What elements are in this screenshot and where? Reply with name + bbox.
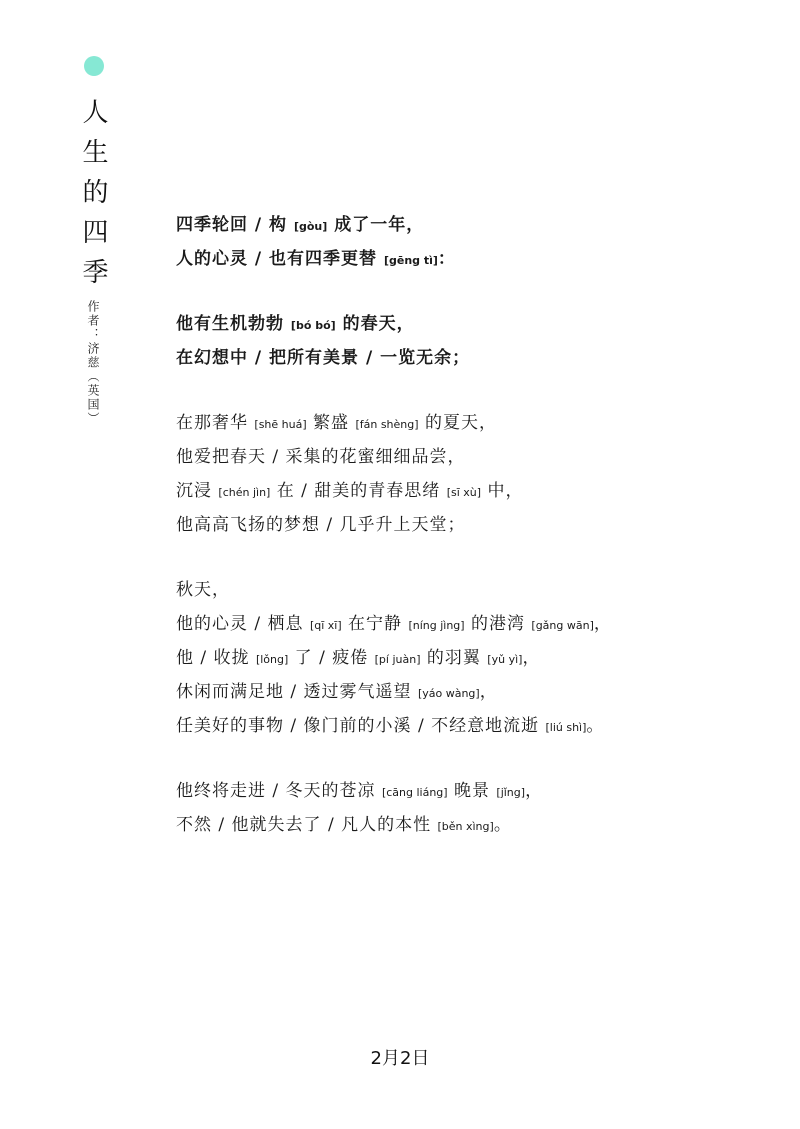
poem-text: 繁盛 [306,413,356,433]
poem-stanza [176,774,776,842]
poem-text: 他 / 收拢 [176,648,256,668]
poem-stanza [176,208,776,276]
pinyin-annotation: [pí juàn] [374,653,421,666]
pinyin-annotation: [yǔ yì] [487,653,523,666]
poem-text: 沉浸 [176,481,219,501]
pinyin-annotation: [jǐng] [496,786,526,799]
poem-text: 任美好的事物 / 像门前的小溪 / 不经意地流逝 [176,716,546,736]
poem-text: ， [525,781,544,801]
poem-text: 在那奢华 [176,413,255,433]
poem-text: 不然 / 他就失去了 / 凡人的本性 [176,815,438,835]
poem-line [176,440,776,474]
poem-text: 。 [493,815,512,835]
poem-text: 秋天， [176,580,230,600]
poem-text: ： [437,249,456,269]
poem-text: 他的心灵 / 栖息 [176,614,310,634]
poem-text: 中， [481,481,524,501]
poem-text: 。 [586,716,605,736]
pinyin-annotation: [fán shèng] [355,418,419,431]
pinyin-annotation: [gòu] [293,220,328,233]
poem-text: 的羽翼 [420,648,488,668]
poem-text: 在宁静 [341,614,409,634]
poem-stanza [176,307,776,375]
poem-line [176,808,776,842]
poem-text: 他有生机勃勃 [176,314,291,334]
author-credit: 作者：济慈（英国） [86,300,100,426]
pinyin-annotation: [yáo wàng] [417,687,480,700]
pinyin-annotation: [liú shì] [545,721,587,734]
pinyin-annotation: [chén jìn] [218,486,271,499]
poem-line [176,675,776,709]
poem-line [176,242,776,276]
poem-line [176,474,776,508]
pinyin-annotation: [bó bó] [290,319,336,332]
pinyin-annotation: [gǎng wān] [531,619,594,632]
pinyin-annotation: [shē huá] [254,418,307,431]
poem-text: 在幻想中 / 把所有美景 / 一览无余； [176,348,471,368]
poem-text: 的港湾 [464,614,532,634]
poem-text: 他终将走进 / 冬天的苍凉 [176,781,382,801]
poem-text: 在 / 甜美的青春思绪 [270,481,447,501]
pinyin-annotation: [qī xī] [309,619,342,632]
poem-text: 他高高飞扬的梦想 / 几乎升上天堂； [176,515,466,535]
poem-line [176,573,776,607]
pinyin-annotation: [cāng liáng] [381,786,448,799]
pinyin-annotation: [níng jìng] [408,619,465,632]
poem-line [176,406,776,440]
poem-line [176,508,776,542]
poem-text: ， [522,648,541,668]
poem-text: ， [479,682,498,702]
accent-dot [84,56,104,76]
poem-text: 成了一年， [327,215,425,235]
poem-body [176,208,776,873]
poem-text: 了 / 疲倦 [288,648,375,668]
pinyin-annotation: [sī xù] [446,486,482,499]
poem-text: 的夏天， [418,413,497,433]
page-date: 2月2日 [370,1048,430,1069]
poem-line [176,208,776,242]
poem-stanza [176,406,776,542]
poem-line [176,307,776,341]
poem-line [176,709,776,743]
poem-stanza [176,573,776,743]
poem-text: 四季轮回 / 构 [176,215,294,235]
poem-text: 人的心灵 / 也有四季更替 [176,249,384,269]
poem-line [176,607,776,641]
poem-text: 晚景 [447,781,497,801]
poem-text: 休闲而满足地 / 透过雾气遥望 [176,682,418,702]
pinyin-annotation: [lǒng] [255,653,289,666]
poem-text: ， [593,614,612,634]
pinyin-annotation: [gēng tì] [383,254,438,267]
poem-line [176,341,776,375]
poem-text: 的春天， [335,314,415,334]
pinyin-annotation: [běn xìng] [437,820,494,833]
poem-text: 他爱把春天 / 采集的花蜜细细品尝， [176,447,466,467]
page-title: 人生的四季 [78,98,108,298]
poem-line [176,774,776,808]
poem-line [176,641,776,675]
